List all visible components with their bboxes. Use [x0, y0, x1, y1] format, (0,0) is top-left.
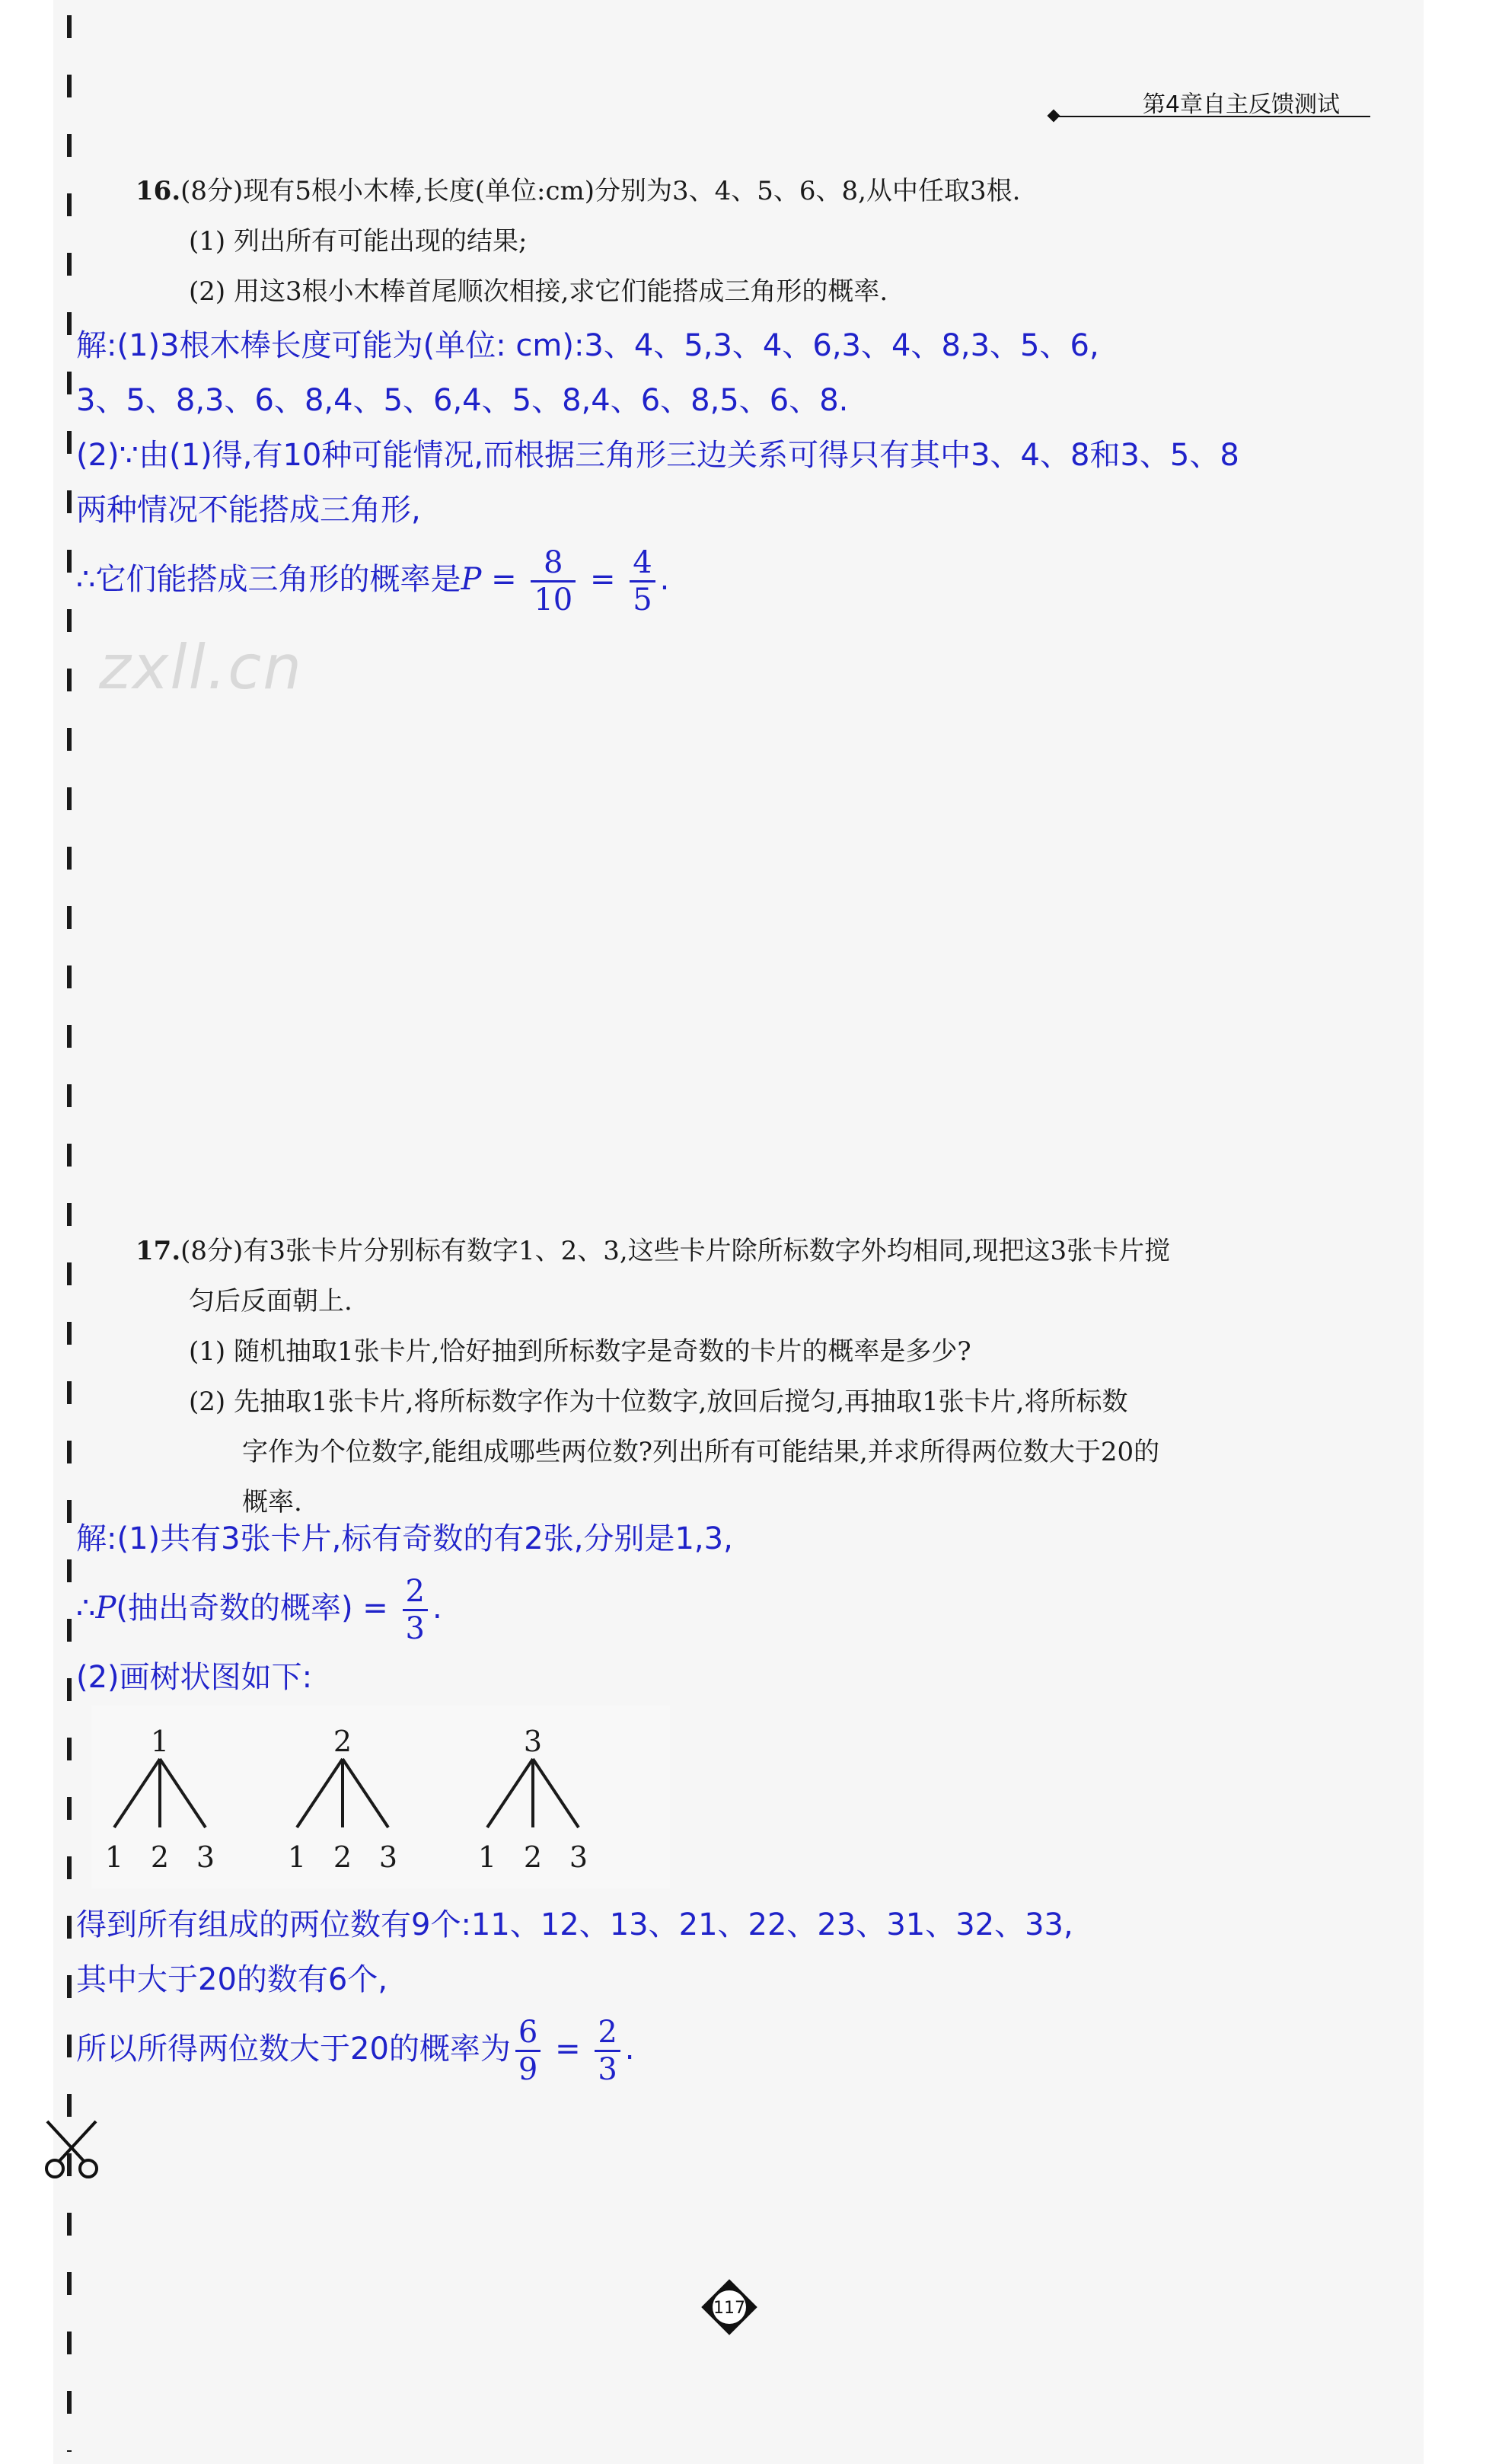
answer-line: 两种情况不能搭成三角形, — [76, 493, 421, 528]
tree-leaf: 2 — [523, 1840, 543, 1874]
fraction — [630, 545, 655, 618]
fraction-numerator: 2 — [595, 2015, 620, 2052]
running-header — [1043, 85, 1370, 123]
tree-leaf: 1 — [287, 1840, 307, 1874]
answer-text: (抽出奇数的概率) = — [116, 1591, 388, 1626]
answer-line: 解:(1)3根木棒长度可能为(单位: cm):3、4、5,3、4、6,3、4、8,3、5、6, — [76, 328, 1099, 363]
answer-line: 解:(1)共有3张卡片,标有奇数的有2张,分别是1,3, — [76, 1521, 733, 1556]
answer-line — [76, 1566, 733, 1650]
tree-branch — [533, 1759, 579, 1827]
question-part-1: (1) 列出所有可能出现的结果; — [189, 226, 528, 257]
equals-sign: = — [589, 562, 616, 597]
fraction-denominator: 3 — [598, 2051, 617, 2087]
tree-diagram-svg — [91, 1706, 670, 1888]
question-17 — [136, 1226, 1170, 1527]
fraction-numerator: 8 — [531, 545, 576, 582]
tree-root: 3 — [523, 1725, 543, 1758]
tree-leaf: 2 — [333, 1840, 352, 1874]
answer-line: (2)画树状图如下: — [76, 1660, 313, 1695]
tree-leaf: 1 — [477, 1840, 497, 1874]
fraction-denominator: 3 — [405, 1610, 425, 1646]
answer-text: ∴它们能搭成三角形的概率是 — [76, 562, 461, 597]
fraction — [403, 1574, 428, 1646]
watermark: zxll.cn — [99, 632, 303, 703]
answer-line: 3、5、8,3、6、8,4、5、6,4、5、8,4、6、8,5、6、8. — [76, 383, 849, 418]
period: . — [624, 2032, 635, 2067]
fraction-denominator: 10 — [534, 582, 573, 618]
question-stem: (8分)有3张卡片分别标有数字1、2、3,这些卡片除所标数字外均相同,现把这3张卡片搅 — [180, 1236, 1171, 1266]
fraction — [515, 2015, 541, 2087]
question-part-2-cont: 字作为个位数字,能组成哪些两位数?列出所有可能结果,并求所得两位数大于20的 — [242, 1437, 1160, 1467]
probability-symbol: P — [461, 562, 482, 597]
answer-line: (2)∵由(1)得,有10种可能情况,而根据三角形三边关系可得只有其中3、4、8和3、5、8 — [76, 438, 1239, 473]
tree-branch — [343, 1759, 388, 1827]
tree-leaf: 3 — [569, 1840, 588, 1874]
fraction — [531, 545, 576, 618]
tree-branch — [297, 1759, 343, 1827]
chapter-title: 第4章自主反馈测试 — [1142, 91, 1340, 118]
question-stem: (8分)现有5根小木棒,长度(单位:cm)分别为3、4、5、6、8,从中任取3根. — [180, 176, 1021, 206]
fraction-numerator: 2 — [403, 1574, 428, 1611]
page-number: 117 — [713, 2299, 745, 2318]
answer-text: 所以所得两位数大于20的概率为 — [76, 2032, 511, 2067]
period: . — [432, 1591, 442, 1626]
question-16 — [136, 166, 1020, 317]
answer-line: 其中大于20的数有6个, — [76, 1962, 388, 1997]
cut-line — [67, 15, 72, 2452]
answer-17-part1 — [76, 1511, 733, 1705]
question-number: 17. — [136, 1236, 181, 1266]
question-part-2: (2) 用这3根小木棒首尾顺次相接,求它们能搭成三角形的概率. — [189, 276, 888, 307]
therefore-symbol: ∴ — [76, 1591, 96, 1626]
tree-leaf: 1 — [104, 1840, 124, 1874]
question-part-1: (1) 随机抽取1张卡片,恰好抽到所标数字是奇数的卡片的概率是多少? — [189, 1336, 971, 1367]
tree-leaf: 2 — [150, 1840, 170, 1874]
fraction-denominator: 9 — [518, 2051, 538, 2087]
fraction-numerator: 4 — [630, 545, 655, 582]
tree-branch — [487, 1759, 533, 1827]
answer-17-part2 — [76, 1897, 1073, 2091]
question-part-2-cont: 概率. — [242, 1487, 302, 1518]
scissors-icon — [40, 2117, 104, 2181]
question-stem-cont: 匀后反面朝上. — [189, 1286, 352, 1317]
tree-leaf: 3 — [378, 1840, 398, 1874]
question-part-2: (2) 先抽取1张卡片,将所标数字作为十位数字,放回后搅匀,再抽取1张卡片,将所标数 — [189, 1387, 1128, 1417]
question-number: 16. — [136, 176, 181, 206]
tree-root: 2 — [333, 1725, 352, 1758]
equals-sign: = — [555, 2032, 581, 2067]
tree-root: 1 — [150, 1725, 170, 1758]
equals-sign: = — [491, 562, 517, 597]
probability-symbol: P — [95, 1591, 116, 1626]
fraction — [595, 2015, 620, 2087]
answer-line: 得到所有组成的两位数有9个:11、12、13、21、22、23、31、32、33, — [76, 1907, 1073, 1942]
period: . — [659, 562, 670, 597]
tree-leaf: 3 — [196, 1840, 215, 1874]
answer-line — [76, 2007, 1073, 2091]
answer-line — [76, 538, 1239, 621]
answer-16 — [76, 318, 1239, 621]
tree-branch — [114, 1759, 160, 1827]
fraction-numerator: 6 — [515, 2015, 541, 2052]
tree-diagram — [91, 1706, 670, 1888]
tree-branch — [160, 1759, 206, 1827]
page-number-badge — [699, 2277, 760, 2338]
fraction-denominator: 5 — [633, 582, 652, 618]
